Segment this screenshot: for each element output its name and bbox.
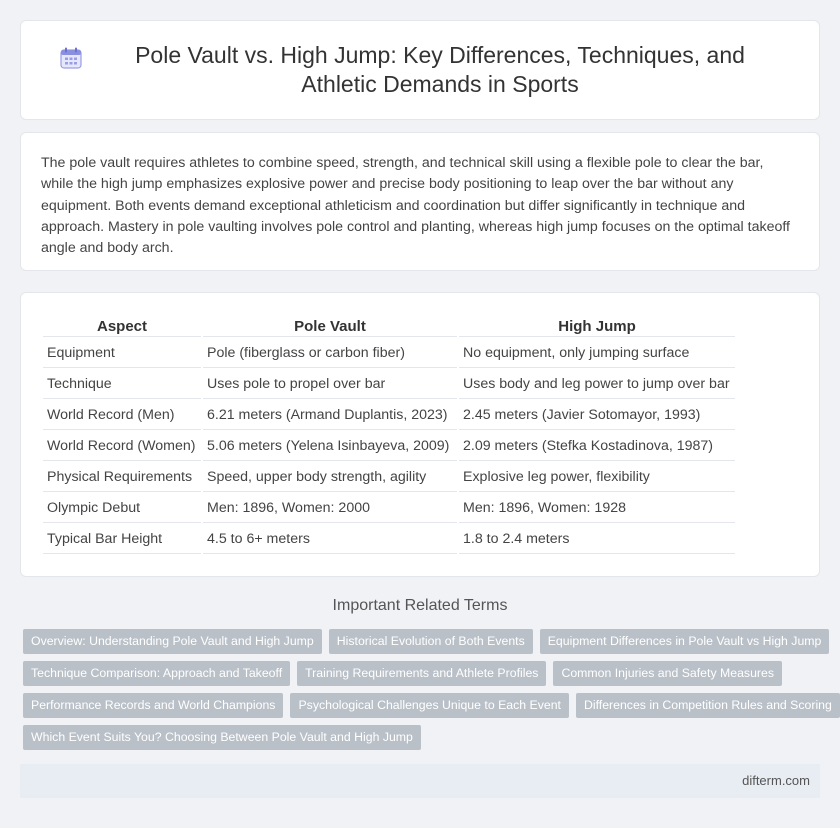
tag-row [23, 629, 823, 654]
calendar-icon [60, 47, 82, 69]
page-title: Pole Vault vs. High Jump: Key Differences, Techniques, and Athletic Demands in Sports [135, 42, 745, 97]
cell-aspect: Physical Requirements [43, 463, 201, 492]
title-wrap [60, 41, 780, 99]
cell-pole-vault: Pole (fiberglass or carbon fiber) [203, 339, 457, 368]
header-aspect: Aspect [43, 311, 201, 337]
tag-row [23, 693, 832, 718]
related-term-link[interactable]: Equipment Differences in Pole Vault vs High Jump [540, 629, 830, 654]
table-row [43, 494, 735, 523]
cell-pole-vault: 4.5 to 6+ meters [203, 525, 457, 554]
cell-pole-vault: Uses pole to propel over bar [203, 370, 457, 399]
tag-row [23, 661, 823, 686]
related-terms-list [23, 629, 832, 757]
tag-row [23, 725, 823, 750]
footer-site-link[interactable]: difterm.com [742, 773, 810, 788]
cell-pole-vault: Speed, upper body strength, agility [203, 463, 457, 492]
table-row [43, 525, 735, 554]
related-term-link[interactable]: Overview: Understanding Pole Vault and High Jump [23, 629, 322, 654]
header-high-jump: High Jump [459, 311, 735, 337]
footer [20, 764, 820, 798]
related-term-link[interactable]: Differences in Competition Rules and Scoring [576, 693, 840, 718]
cell-pole-vault: 5.06 meters (Yelena Isinbayeva, 2009) [203, 432, 457, 461]
cell-high-jump: 2.45 meters (Javier Sotomayor, 1993) [459, 401, 735, 430]
header-card [20, 20, 820, 120]
related-term-link[interactable]: Training Requirements and Athlete Profiles [297, 661, 546, 686]
cell-aspect: Equipment [43, 339, 201, 368]
cell-high-jump: Uses body and leg power to jump over bar [459, 370, 735, 399]
cell-pole-vault: 6.21 meters (Armand Duplantis, 2023) [203, 401, 457, 430]
related-term-link[interactable]: Which Event Suits You? Choosing Between Pole Vault and High Jump [23, 725, 421, 750]
table-row [43, 401, 735, 430]
cell-aspect: World Record (Women) [43, 432, 201, 461]
related-terms-title: Important Related Terms [332, 597, 508, 614]
related-term-link[interactable]: Common Injuries and Safety Measures [553, 661, 782, 686]
intro-card [20, 132, 820, 271]
cell-high-jump: No equipment, only jumping surface [459, 339, 735, 368]
related-term-link[interactable]: Psychological Challenges Unique to Each Event [290, 693, 569, 718]
cell-high-jump: Men: 1896, Women: 1928 [459, 494, 735, 523]
related-term-link[interactable]: Performance Records and World Champions [23, 693, 283, 718]
cell-high-jump: 2.09 meters (Stefka Kostadinova, 1987) [459, 432, 735, 461]
cell-aspect: World Record (Men) [43, 401, 201, 430]
table-row [43, 432, 735, 461]
table-header-row [43, 311, 735, 337]
cell-high-jump: Explosive leg power, flexibility [459, 463, 735, 492]
related-term-link[interactable]: Historical Evolution of Both Events [329, 629, 533, 654]
cell-aspect: Technique [43, 370, 201, 399]
table-row [43, 463, 735, 492]
header-pole-vault: Pole Vault [203, 311, 457, 337]
comparison-table [41, 309, 737, 556]
table-row [43, 339, 735, 368]
intro-paragraph: The pole vault requires athletes to combine speed, strength, and technical skill using a flexible pole to clear the bar, while the high jump emphasizes explosive power and precise body positioning to leap over the bar without any equipment. Both events demand exceptional athleticism and coordination but differ significantly in technique and approach. Mastery in pole vaulting involves pole control and planting, whereas high jump focuses on the optimal takeoff angle and body arch. [41, 155, 790, 257]
cell-pole-vault: Men: 1896, Women: 2000 [203, 494, 457, 523]
cell-aspect: Typical Bar Height [43, 525, 201, 554]
table-row [43, 370, 735, 399]
cell-aspect: Olympic Debut [43, 494, 201, 523]
comparison-card [20, 292, 820, 577]
cell-high-jump: 1.8 to 2.4 meters [459, 525, 735, 554]
related-term-link[interactable]: Technique Comparison: Approach and Takeoff [23, 661, 290, 686]
